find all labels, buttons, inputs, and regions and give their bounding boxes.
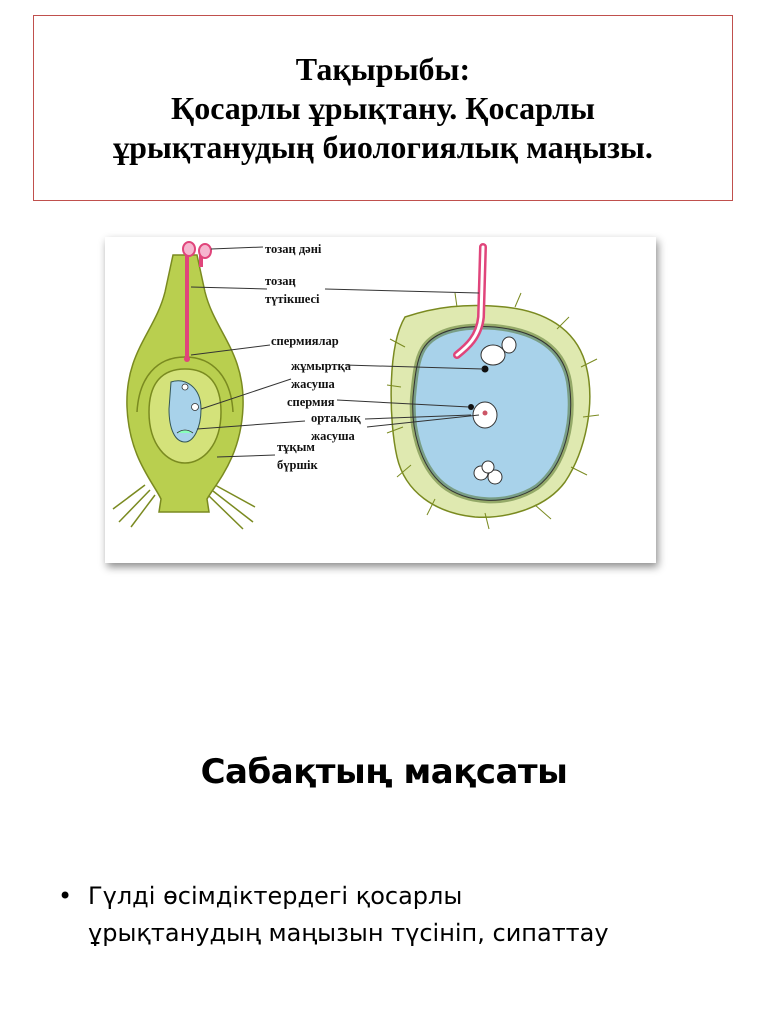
title-line-3: ұрықтанудың биологиялық маңызы. bbox=[113, 128, 653, 165]
label-pollen-tube-2: түтікшесі bbox=[265, 292, 320, 306]
label-egg-cell-2: жасуша bbox=[291, 377, 335, 391]
list-item bbox=[58, 878, 738, 952]
bullet-icon: • bbox=[58, 882, 73, 910]
pistil-drawing bbox=[113, 242, 255, 529]
label-central-cell-1: орталық bbox=[311, 411, 361, 425]
label-ovule-1: тұқым bbox=[277, 440, 315, 454]
label-egg-cell-1: жұмыртқа bbox=[291, 359, 351, 373]
label-central-cell-2: жасуша bbox=[311, 429, 355, 443]
section-heading: Сабақтың мақсаты bbox=[200, 752, 568, 792]
embryo-sac-drawing bbox=[387, 247, 599, 529]
title-box bbox=[33, 15, 733, 201]
label-ovule-2: бүршік bbox=[277, 458, 318, 472]
label-sperm: спермия bbox=[287, 395, 335, 409]
label-sperm-cells: спермиялар bbox=[271, 334, 339, 348]
label-pollen-tube-1: тозаң bbox=[265, 274, 296, 288]
title-line-2: Қосарлы ұрықтану. Қосарлы bbox=[170, 89, 596, 126]
label-pollen-grain: тозаң дәні bbox=[265, 242, 322, 256]
double-fertilization-figure bbox=[105, 237, 656, 563]
bullet-line-1: Гүлді өсімдіктердегі қосарлы bbox=[88, 882, 463, 910]
title-line-1: Тақырыбы: bbox=[295, 50, 471, 87]
figure-svg bbox=[105, 237, 656, 563]
bullet-line-2: ұрықтанудың маңызын түсініп, сипаттау bbox=[88, 919, 609, 947]
objectives-list bbox=[58, 878, 738, 952]
